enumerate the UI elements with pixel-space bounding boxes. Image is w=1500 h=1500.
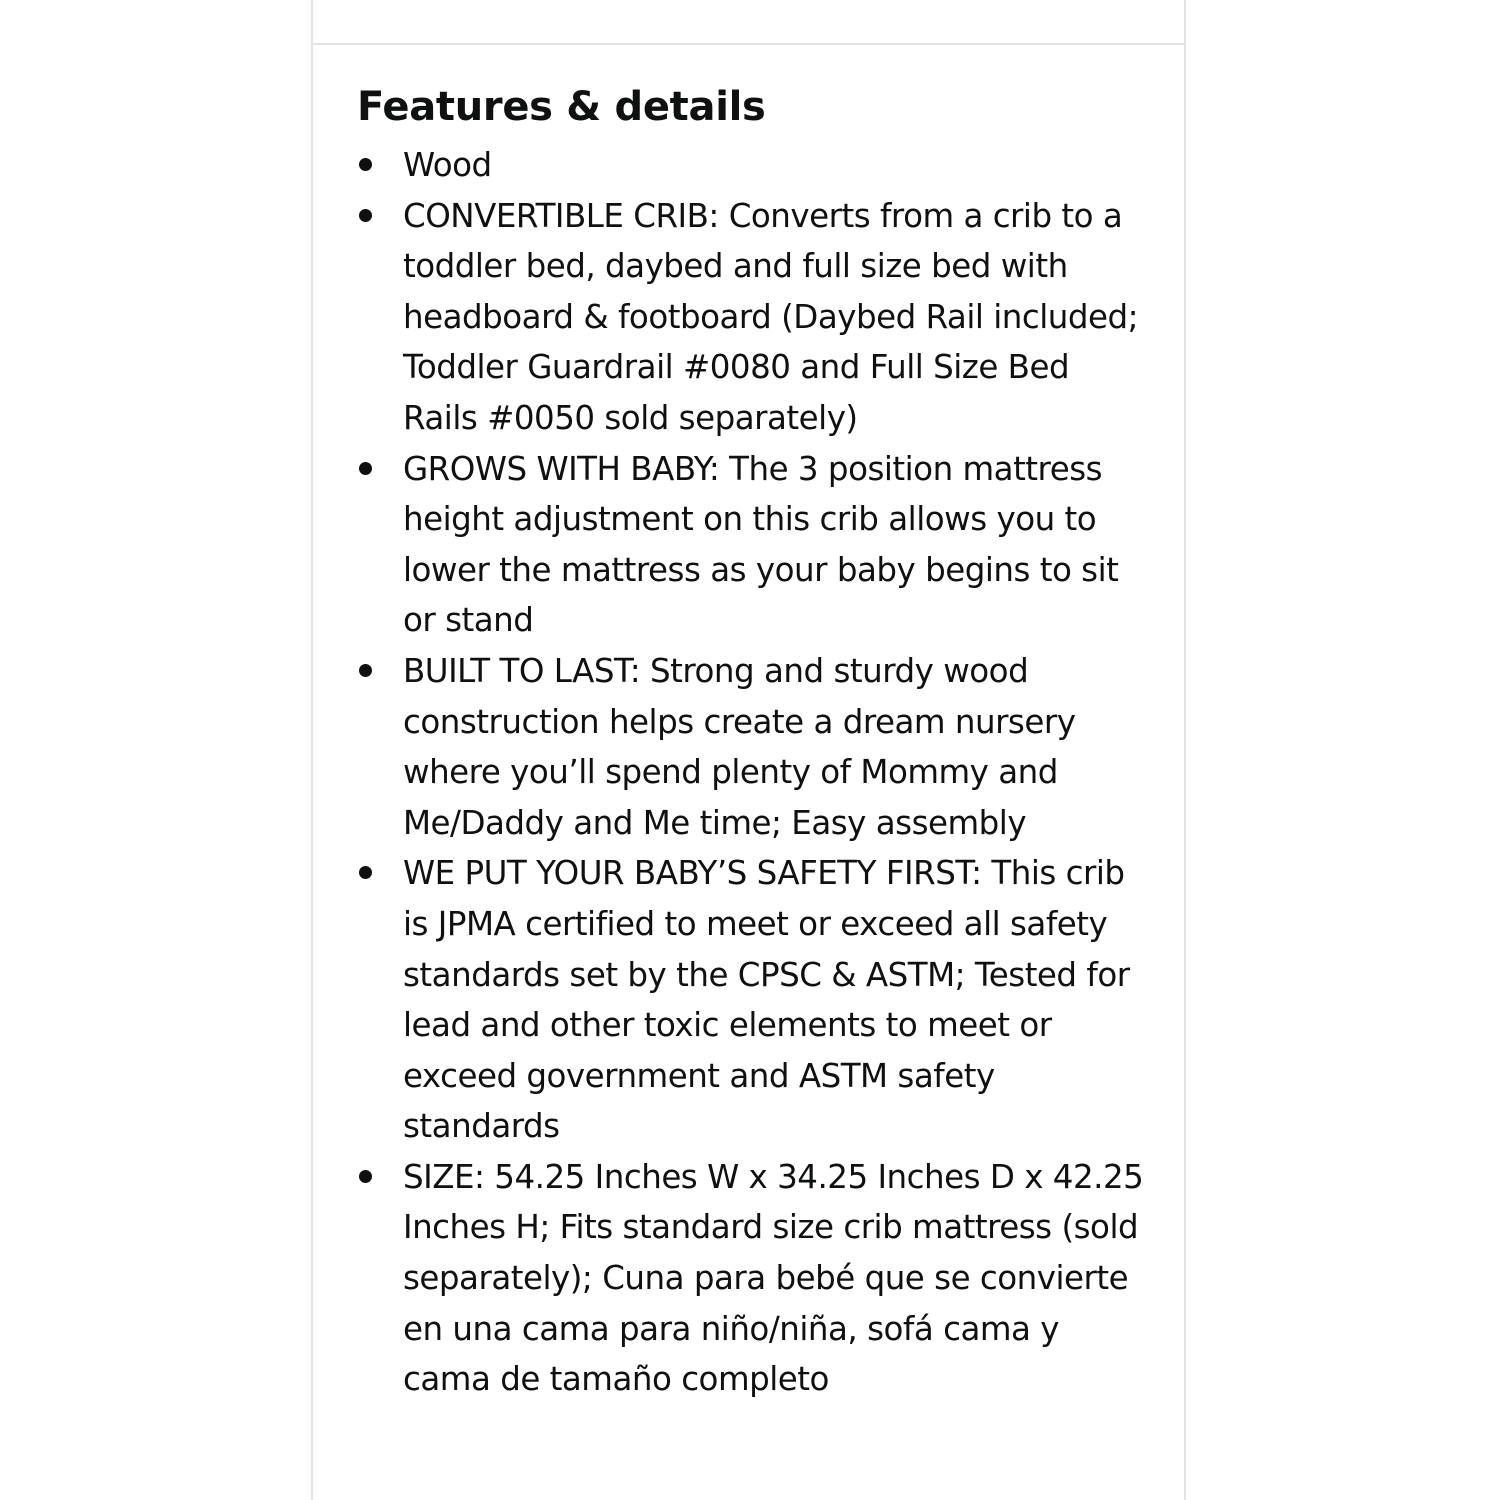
features-section: [357, 80, 1157, 1405]
product-details-panel: [311, 0, 1186, 1500]
bullet-icon: [359, 664, 372, 677]
feature-item: [357, 140, 1153, 191]
feature-item: [357, 1152, 1153, 1405]
feature-text: CONVERTIBLE CRIB: Converts from a crib to a toddler bed, daybed and full size bed with headboard & footboard (Daybed Rail included; Toddler Guardrail #0080 and Full Size Bed Rails #0050 sold separately): [403, 196, 1139, 437]
section-divider: [313, 43, 1184, 45]
bullet-icon: [359, 209, 372, 222]
feature-item: [357, 191, 1153, 444]
section-title: Features & details: [357, 84, 766, 130]
feature-text: SIZE: 54.25 Inches W x 34.25 Inches D x 42.25 Inches H; Fits standard size crib mattress (sold separately); Cuna para bebé que se convierte en una cama para niño/niña, sofá cama y cama de tamaño completo: [403, 1157, 1144, 1399]
feature-text: GROWS WITH BABY: The 3 position mattress height adjustment on this crib allows you to lower the mattress as your baby begins to sit or stand: [403, 449, 1119, 640]
feature-text: WE PUT YOUR BABY’S SAFETY FIRST: This crib is JPMA certified to meet or exceed all safety standards set by the CPSC & ASTM; Tested for lead and other toxic elements to meet or exceed government and ASTM safety standards: [403, 854, 1130, 1146]
feature-text: Wood: [403, 146, 492, 184]
feature-list: [357, 140, 1157, 1405]
feature-item: [357, 848, 1153, 1152]
feature-text: BUILT TO LAST: Strong and sturdy wood construction helps create a dream nursery where you’ll spend plenty of Mommy and Me/Daddy and Me time; Easy assembly: [403, 651, 1076, 842]
bullet-icon: [359, 158, 372, 171]
feature-item: [357, 444, 1153, 646]
bullet-icon: [359, 462, 372, 475]
bullet-icon: [359, 866, 372, 879]
bullet-icon: [359, 1170, 372, 1183]
feature-item: [357, 646, 1153, 848]
